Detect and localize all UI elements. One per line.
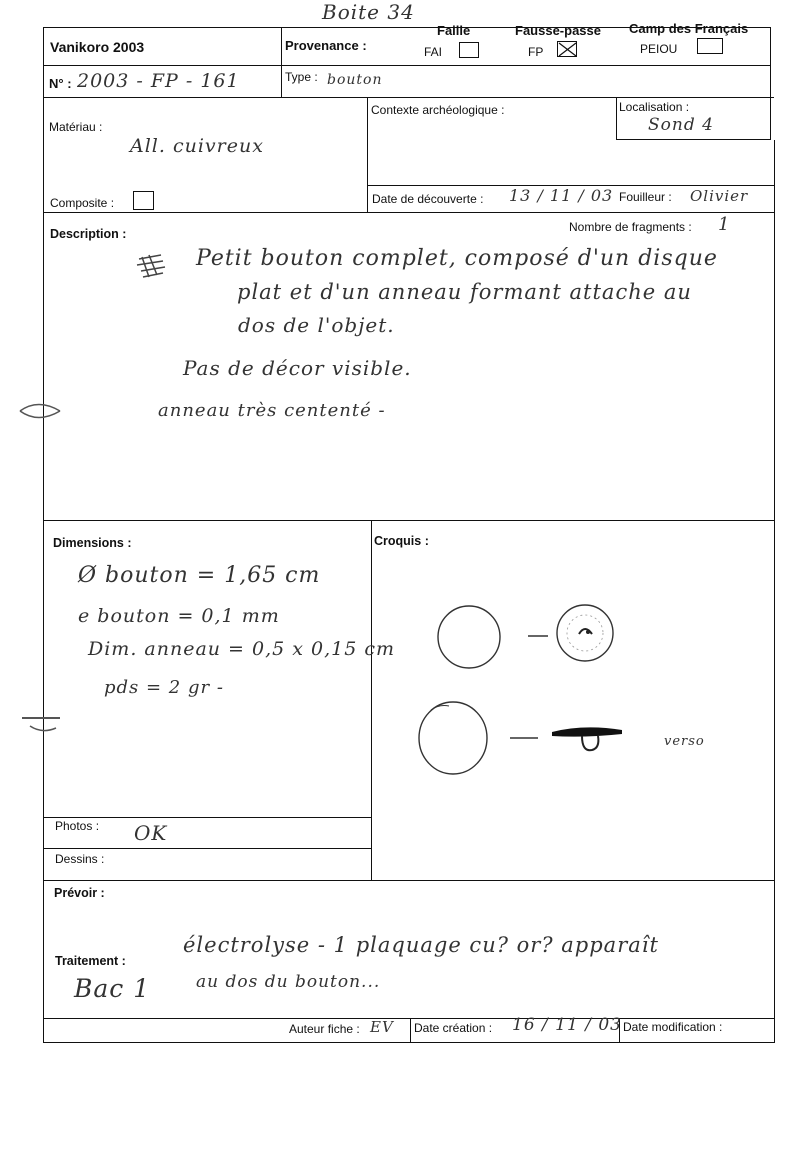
author-label: Auteur fiche : xyxy=(289,1022,360,1036)
discovery-label: Date de découverte : xyxy=(372,192,484,206)
dimensions-line-1: Ø bouton = 1,65 cm xyxy=(78,563,321,588)
drawings-label: Dessins : xyxy=(55,852,105,866)
dimensions-line-3: Dim. anneau = 0,5 x 0,15 cm xyxy=(88,638,396,660)
site-faille-title: Faille xyxy=(437,23,471,38)
location-label: Localisation : xyxy=(619,100,690,114)
row3-divider xyxy=(43,212,774,213)
type-label: Type : xyxy=(285,70,318,84)
project-title: Vanikoro 2003 xyxy=(50,39,145,55)
description-line-2: plat et d'un anneau formant attache au xyxy=(237,280,692,304)
description-label: Description : xyxy=(50,227,127,241)
sketch-button-angled xyxy=(413,700,503,790)
description-line-5: anneau très cententé - xyxy=(158,400,386,421)
dimensions-label: Dimensions : xyxy=(53,536,132,550)
sketch-button-front xyxy=(431,601,511,681)
plan-label: Prévoir : xyxy=(54,886,105,900)
treatment-line-2: au dos du bouton... xyxy=(196,972,381,992)
location-value: Sond 4 xyxy=(648,115,714,135)
treatment-line-1: électrolyse - 1 plaquage cu? or? apparaît xyxy=(183,933,659,957)
description-line-4: Pas de décor visible. xyxy=(183,356,412,380)
created-label: Date création : xyxy=(414,1021,493,1035)
sketch-connector-dash xyxy=(510,736,540,740)
site-fausse-passe-title: Fausse-passe xyxy=(515,23,601,38)
header-divider xyxy=(43,65,770,66)
site-camp-checkbox[interactable] xyxy=(697,38,723,54)
site-fausse-passe-checkbox[interactable] xyxy=(557,41,577,57)
material-value: All. cuivreux xyxy=(130,135,264,157)
box-note: Boite 34 xyxy=(322,0,415,24)
digger-value: Olivier xyxy=(690,187,749,205)
digger-label: Fouilleur : xyxy=(619,190,672,204)
material-vdivider xyxy=(367,97,368,213)
dimensions-divider xyxy=(43,520,774,521)
description-line-3: dos de l'objet. xyxy=(238,313,395,337)
modified-label: Date modification : xyxy=(623,1020,723,1034)
check-mark-icon xyxy=(558,42,578,58)
frame-left-line xyxy=(43,27,44,1043)
composite-checkbox[interactable] xyxy=(133,191,154,210)
photos-value: OK xyxy=(134,821,168,845)
photos-label: Photos : xyxy=(55,819,100,833)
plan-divider xyxy=(43,880,774,881)
punch-hole-mark xyxy=(18,396,62,426)
discovery-value: 13 / 11 / 03 xyxy=(509,186,614,205)
author-value: EV xyxy=(370,1018,394,1036)
site-faille-code: FAI xyxy=(424,45,443,59)
scribble-mark xyxy=(137,253,167,279)
sketch-connector-dash xyxy=(528,634,550,638)
site-camp-code: PEIOU xyxy=(640,42,678,56)
created-value: 16 / 11 / 03 xyxy=(512,1015,622,1035)
sketch-annotation: verso xyxy=(664,734,705,749)
material-label: Matériau : xyxy=(49,120,103,134)
description-line-1: Petit bouton complet, composé d'un disque xyxy=(196,246,718,271)
sketch-button-back xyxy=(548,600,628,680)
provenance-label: Provenance : xyxy=(285,38,367,53)
drawings-divider xyxy=(43,848,371,849)
frame-right-line-lower xyxy=(774,140,775,1043)
header-vdivider xyxy=(281,27,282,97)
dimensions-vdivider xyxy=(371,520,372,880)
type-value: bouton xyxy=(327,72,383,88)
number-label: N° : xyxy=(49,76,72,91)
composite-label: Composite : xyxy=(50,196,115,210)
sketch-button-profile xyxy=(548,720,628,760)
site-camp-title: Camp des Français xyxy=(629,21,749,36)
context-label: Contexte archéologique : xyxy=(371,103,505,117)
footer-divider xyxy=(43,1018,774,1019)
photos-divider xyxy=(43,817,371,818)
frame-bottom-line xyxy=(43,1042,775,1043)
number-value: 2003 - FP - 161 xyxy=(77,70,240,92)
site-faille-checkbox[interactable] xyxy=(459,42,479,58)
footer-vdivider-1 xyxy=(410,1018,411,1043)
site-fausse-passe-code: FP xyxy=(528,45,544,59)
dimensions-line-2: e bouton = 0,1 mm xyxy=(78,605,280,627)
treatment-tray: Bac 1 xyxy=(74,974,151,1003)
dimensions-line-4: pds = 2 gr - xyxy=(104,677,224,698)
punch-hole-mark xyxy=(20,712,64,742)
treatment-label: Traitement : xyxy=(55,954,126,968)
fragments-value: 1 xyxy=(718,214,731,235)
fragments-label: Nombre de fragments : xyxy=(569,220,692,234)
sketch-label: Croquis : xyxy=(374,534,429,548)
